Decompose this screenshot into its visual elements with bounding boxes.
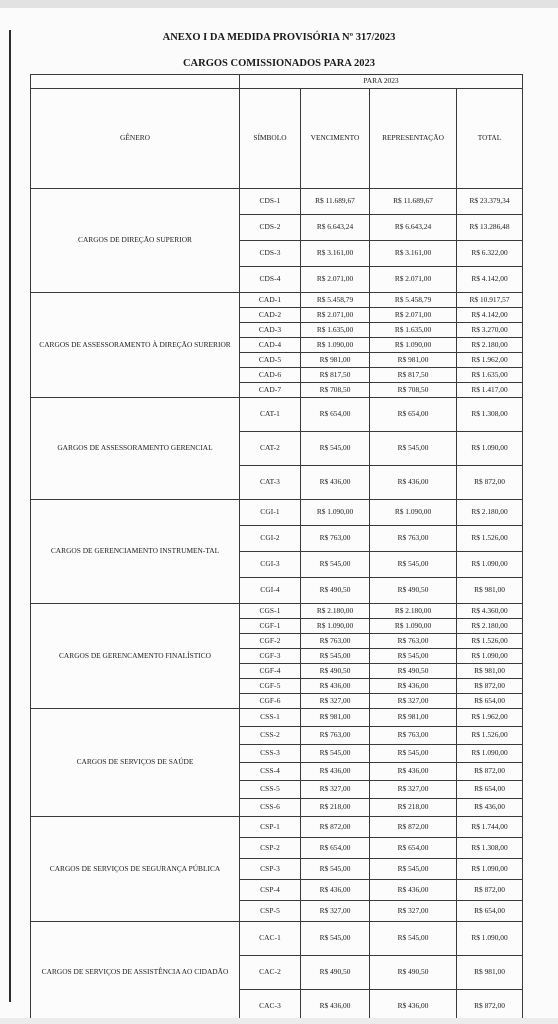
cell-simbolo: CSP-4 — [240, 880, 301, 901]
cell-representacao: R$ 817,50 — [370, 368, 457, 383]
cell-simbolo: CGI-1 — [240, 500, 301, 526]
cell-simbolo: CGF-5 — [240, 679, 301, 694]
cell-representacao: R$ 2.180,00 — [370, 604, 457, 619]
cell-total: R$ 1.635,00 — [457, 368, 523, 383]
cell-simbolo: CAD-2 — [240, 308, 301, 323]
cell-vencimento: R$ 11.689,67 — [301, 189, 370, 215]
cell-representacao: R$ 1.090,00 — [370, 338, 457, 353]
cell-representacao: R$ 327,00 — [370, 901, 457, 922]
cell-vencimento: R$ 5.458,79 — [301, 293, 370, 308]
cell-representacao: R$ 436,00 — [370, 880, 457, 901]
cell-representacao: R$ 654,00 — [370, 398, 457, 432]
cell-vencimento: R$ 545,00 — [301, 859, 370, 880]
cell-total: R$ 1.090,00 — [457, 745, 523, 763]
cell-simbolo: CAC-1 — [240, 922, 301, 956]
table-row — [31, 604, 523, 619]
cell-vencimento: R$ 1.635,00 — [301, 323, 370, 338]
cell-vencimento: R$ 436,00 — [301, 990, 370, 1024]
cell-simbolo: CAD-3 — [240, 323, 301, 338]
cell-simbolo: CSS-5 — [240, 781, 301, 799]
cell-simbolo: CAD-4 — [240, 338, 301, 353]
cell-representacao: R$ 545,00 — [370, 552, 457, 578]
cell-vencimento: R$ 981,00 — [301, 709, 370, 727]
cell-representacao: R$ 872,00 — [370, 817, 457, 838]
cell-simbolo: CGF-4 — [240, 664, 301, 679]
cell-simbolo: CAD-6 — [240, 368, 301, 383]
cell-total: R$ 872,00 — [457, 880, 523, 901]
cell-total: R$ 1.962,00 — [457, 353, 523, 368]
table-header-row — [31, 89, 523, 189]
cell-total: R$ 2.180,00 — [457, 338, 523, 353]
cell-representacao: R$ 436,00 — [370, 763, 457, 781]
cell-vencimento: R$ 981,00 — [301, 353, 370, 368]
cell-simbolo: CGF-6 — [240, 694, 301, 709]
cell-representacao: R$ 981,00 — [370, 353, 457, 368]
cell-representacao: R$ 545,00 — [370, 745, 457, 763]
cell-vencimento: R$ 763,00 — [301, 634, 370, 649]
cell-vencimento: R$ 327,00 — [301, 694, 370, 709]
cell-simbolo: CSP-1 — [240, 817, 301, 838]
cell-vencimento: R$ 654,00 — [301, 838, 370, 859]
cell-simbolo: CSP-2 — [240, 838, 301, 859]
cell-vencimento: R$ 1.090,00 — [301, 500, 370, 526]
cell-simbolo: CSS-1 — [240, 709, 301, 727]
cell-simbolo: CAT-3 — [240, 466, 301, 500]
cell-vencimento: R$ 490,50 — [301, 956, 370, 990]
cell-vencimento: R$ 436,00 — [301, 679, 370, 694]
header-total: TOTAL — [457, 89, 523, 189]
cell-total: R$ 2.180,00 — [457, 619, 523, 634]
cell-representacao: R$ 5.458,79 — [370, 293, 457, 308]
cell-vencimento: R$ 545,00 — [301, 649, 370, 664]
cell-simbolo: CSS-3 — [240, 745, 301, 763]
cell-total: R$ 1.090,00 — [457, 649, 523, 664]
cell-total: R$ 436,00 — [457, 799, 523, 817]
cell-total: R$ 3.270,00 — [457, 323, 523, 338]
cell-total: R$ 872,00 — [457, 763, 523, 781]
cell-total: R$ 1.962,00 — [457, 709, 523, 727]
cell-simbolo: CSS-4 — [240, 763, 301, 781]
cell-representacao: R$ 763,00 — [370, 526, 457, 552]
cell-total: R$ 1.090,00 — [457, 552, 523, 578]
cell-simbolo: CGF-2 — [240, 634, 301, 649]
cell-vencimento: R$ 872,00 — [301, 817, 370, 838]
cell-simbolo: CAT-1 — [240, 398, 301, 432]
cell-total: R$ 1.526,00 — [457, 634, 523, 649]
cell-simbolo: CDS-4 — [240, 267, 301, 293]
group-name: CARGOS DE SERVIÇOS DE ASSISTÊNCIA AO CIDADÃO — [31, 922, 240, 1024]
cell-representacao: R$ 981,00 — [370, 709, 457, 727]
table-row — [31, 398, 523, 432]
cell-vencimento: R$ 545,00 — [301, 745, 370, 763]
cell-vencimento: R$ 1.090,00 — [301, 338, 370, 353]
cell-total: R$ 2.180,00 — [457, 500, 523, 526]
cell-representacao: R$ 763,00 — [370, 634, 457, 649]
cell-vencimento: R$ 436,00 — [301, 763, 370, 781]
cell-simbolo: CDS-1 — [240, 189, 301, 215]
cell-simbolo: CAT-2 — [240, 432, 301, 466]
left-border-line — [9, 30, 11, 1002]
cell-vencimento: R$ 327,00 — [301, 781, 370, 799]
cell-vencimento: R$ 708,50 — [301, 383, 370, 398]
cell-representacao: R$ 708,50 — [370, 383, 457, 398]
cell-vencimento: R$ 817,50 — [301, 368, 370, 383]
group-name: CARGOS DE SERVIÇOS DE SEGURANÇA PÚBLICA — [31, 817, 240, 922]
cell-simbolo: CGS-1 — [240, 604, 301, 619]
cell-representacao: R$ 218,00 — [370, 799, 457, 817]
cell-vencimento: R$ 436,00 — [301, 880, 370, 901]
cell-representacao: R$ 3.161,00 — [370, 241, 457, 267]
cell-total: R$ 654,00 — [457, 781, 523, 799]
table-row — [31, 500, 523, 526]
cell-total: R$ 1.417,00 — [457, 383, 523, 398]
cell-simbolo: CAD-1 — [240, 293, 301, 308]
cell-total: R$ 1.090,00 — [457, 432, 523, 466]
cell-representacao: R$ 1.090,00 — [370, 500, 457, 526]
cell-representacao: R$ 436,00 — [370, 466, 457, 500]
bottom-strip — [0, 1018, 558, 1024]
cell-vencimento: R$ 763,00 — [301, 526, 370, 552]
cell-simbolo: CSP-5 — [240, 901, 301, 922]
cell-representacao: R$ 327,00 — [370, 694, 457, 709]
cell-total: R$ 1.308,00 — [457, 398, 523, 432]
cell-vencimento: R$ 1.090,00 — [301, 619, 370, 634]
cell-total: R$ 981,00 — [457, 578, 523, 604]
cell-total: R$ 13.286,48 — [457, 215, 523, 241]
group-name: CARGOS DE GERENCAMENTO FINALÍSTICO — [31, 604, 240, 709]
cell-vencimento: R$ 2.180,00 — [301, 604, 370, 619]
cell-total: R$ 981,00 — [457, 664, 523, 679]
cell-representacao: R$ 1.090,00 — [370, 619, 457, 634]
cell-vencimento: R$ 2.071,00 — [301, 308, 370, 323]
cell-simbolo: CAD-5 — [240, 353, 301, 368]
cell-simbolo: CDS-3 — [240, 241, 301, 267]
table-row — [31, 817, 523, 838]
cell-total: R$ 872,00 — [457, 990, 523, 1024]
cell-representacao: R$ 2.071,00 — [370, 267, 457, 293]
cell-representacao: R$ 545,00 — [370, 649, 457, 664]
group-name: CARGOS DE DIREÇÃO SUPERIOR — [31, 189, 240, 293]
table-row — [31, 293, 523, 308]
cell-representacao: R$ 545,00 — [370, 922, 457, 956]
cell-vencimento: R$ 545,00 — [301, 552, 370, 578]
cell-total: R$ 4.142,00 — [457, 308, 523, 323]
group-name: CARGOS DE SERVIÇOS DE SAÚDE — [31, 709, 240, 817]
cell-simbolo: CAC-3 — [240, 990, 301, 1024]
cell-total: R$ 872,00 — [457, 679, 523, 694]
cell-total: R$ 872,00 — [457, 466, 523, 500]
cell-vencimento: R$ 6.643,24 — [301, 215, 370, 241]
group-name: CARGOS DE GERENCIAMENTO INSTRUMEN-TAL — [31, 500, 240, 604]
cell-vencimento: R$ 490,50 — [301, 578, 370, 604]
table-row — [31, 189, 523, 215]
cell-vencimento: R$ 654,00 — [301, 398, 370, 432]
cell-simbolo: CGF-3 — [240, 649, 301, 664]
cell-simbolo: CAC-2 — [240, 956, 301, 990]
cell-representacao: R$ 654,00 — [370, 838, 457, 859]
cell-total: R$ 1.526,00 — [457, 727, 523, 745]
cell-representacao: R$ 2.071,00 — [370, 308, 457, 323]
cell-total: R$ 4.142,00 — [457, 267, 523, 293]
cell-representacao: R$ 490,50 — [370, 664, 457, 679]
document-title: ANEXO I DA MEDIDA PROVISÓRIA Nº 317/2023 — [162, 32, 396, 43]
cell-total: R$ 1.090,00 — [457, 922, 523, 956]
cell-representacao: R$ 490,50 — [370, 956, 457, 990]
table-caption-spacer — [31, 75, 240, 89]
cell-simbolo: CDS-2 — [240, 215, 301, 241]
cell-representacao: R$ 11.689,67 — [370, 189, 457, 215]
table-caption: PARA 2023 — [240, 75, 523, 89]
group-name: GARGOS DE ASSESSORAMENTO GERENCIAL — [31, 398, 240, 500]
cell-simbolo: CSP-3 — [240, 859, 301, 880]
cell-simbolo: CGI-3 — [240, 552, 301, 578]
header-vencimento: VENCIMENTO — [301, 89, 370, 189]
table-row — [31, 922, 523, 956]
header-genero: GÊNERO — [31, 89, 240, 189]
cell-representacao: R$ 1.635,00 — [370, 323, 457, 338]
cell-simbolo: CAD-7 — [240, 383, 301, 398]
cell-total: R$ 10.917,57 — [457, 293, 523, 308]
cell-vencimento: R$ 2.071,00 — [301, 267, 370, 293]
cell-representacao: R$ 436,00 — [370, 679, 457, 694]
cell-vencimento: R$ 436,00 — [301, 466, 370, 500]
cell-total: R$ 1.744,00 — [457, 817, 523, 838]
cell-vencimento: R$ 545,00 — [301, 432, 370, 466]
cell-simbolo: CSS-6 — [240, 799, 301, 817]
cell-representacao: R$ 490,50 — [370, 578, 457, 604]
cell-total: R$ 654,00 — [457, 694, 523, 709]
cell-vencimento: R$ 763,00 — [301, 727, 370, 745]
cell-total: R$ 6.322,00 — [457, 241, 523, 267]
cell-representacao: R$ 436,00 — [370, 990, 457, 1024]
cell-total: R$ 1.090,00 — [457, 859, 523, 880]
cell-vencimento: R$ 490,50 — [301, 664, 370, 679]
cell-simbolo: CGF-1 — [240, 619, 301, 634]
cell-representacao: R$ 545,00 — [370, 432, 457, 466]
cell-total: R$ 981,00 — [457, 956, 523, 990]
cell-total: R$ 1.308,00 — [457, 838, 523, 859]
cell-total: R$ 654,00 — [457, 901, 523, 922]
cell-vencimento: R$ 545,00 — [301, 922, 370, 956]
cell-total: R$ 23.379,34 — [457, 189, 523, 215]
cell-representacao: R$ 763,00 — [370, 727, 457, 745]
cell-total: R$ 4.360,00 — [457, 604, 523, 619]
header-simbolo: SÍMBOLO — [240, 89, 301, 189]
group-name: CARGOS DE ASSESSORAMENTO À DIREÇÃO SURERIOR — [31, 293, 240, 398]
cell-representacao: R$ 545,00 — [370, 859, 457, 880]
salary-table — [30, 74, 523, 1024]
cell-vencimento: R$ 218,00 — [301, 799, 370, 817]
table-row — [31, 709, 523, 727]
cell-total: R$ 1.526,00 — [457, 526, 523, 552]
cell-vencimento: R$ 3.161,00 — [301, 241, 370, 267]
cell-representacao: R$ 327,00 — [370, 781, 457, 799]
cell-simbolo: CSS-2 — [240, 727, 301, 745]
header-representacao: REPRESENTAÇÃO — [370, 89, 457, 189]
cell-simbolo: CGI-4 — [240, 578, 301, 604]
table-caption-row — [31, 75, 523, 89]
cell-simbolo: CGI-2 — [240, 526, 301, 552]
cell-representacao: R$ 6.643,24 — [370, 215, 457, 241]
cell-vencimento: R$ 327,00 — [301, 901, 370, 922]
document-subtitle: CARGOS COMISSIONADOS PARA 2023 — [182, 58, 376, 69]
